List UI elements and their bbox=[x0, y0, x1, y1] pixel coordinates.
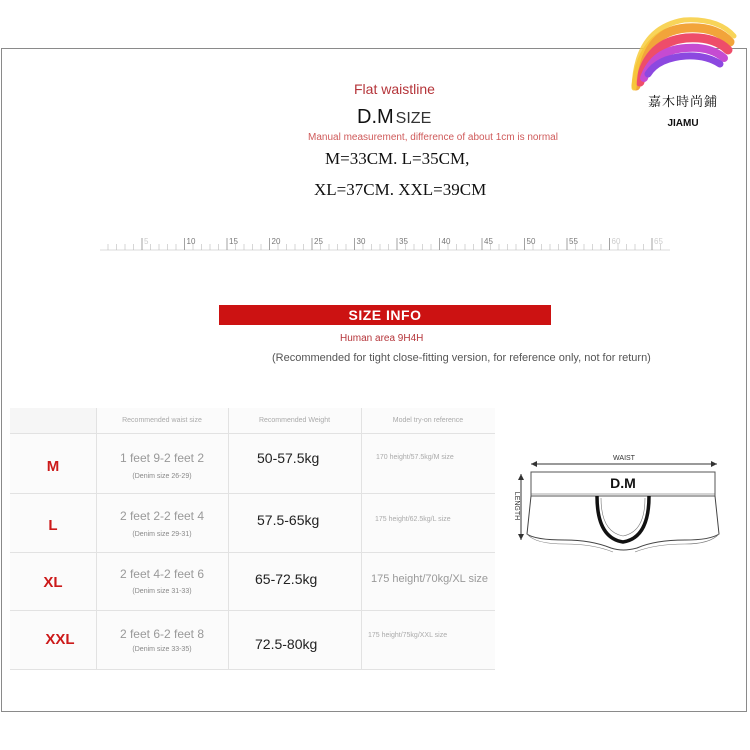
denim-size-l: (Denim size 29-31) bbox=[132, 531, 192, 538]
ruler-label-30: 30 bbox=[356, 237, 366, 246]
brand-english-name: JIAMU bbox=[667, 118, 699, 129]
brand-logo bbox=[628, 8, 738, 133]
denim-size-xxl: (Denim size 33-35) bbox=[132, 646, 192, 653]
ruler-label-15: 15 bbox=[229, 237, 238, 246]
recommendation-note: (Recommended for tight close-fitting version, for reference only, not for return) bbox=[272, 352, 651, 364]
weight-xxl: 72.5-80kg bbox=[255, 636, 318, 652]
brand-chinese-name: 嘉木時尚鋪 bbox=[647, 95, 718, 110]
tryon-m: 170 height/57.5kg/M size bbox=[376, 454, 454, 461]
size-label-l: L bbox=[48, 517, 58, 534]
brand-code: D.M bbox=[357, 106, 394, 128]
ruler-label-50: 50 bbox=[526, 237, 536, 246]
ruler-label-65: 65 bbox=[654, 237, 663, 246]
tryon-xxl: 175 height/75kg/XXL size bbox=[368, 632, 448, 639]
waist-label: WAIST bbox=[613, 455, 635, 462]
waist-size-xl: 2 feet 4-2 feet 6 bbox=[119, 567, 205, 581]
rainbow-logo-icon bbox=[628, 8, 738, 93]
denim-size-xl: (Denim size 31-33) bbox=[132, 588, 192, 595]
measurements-line-1: M=33CM. L=35CM, bbox=[325, 149, 470, 168]
header-spacer bbox=[10, 408, 96, 433]
size-info-banner: SIZE INFO bbox=[219, 305, 551, 325]
human-area-note: Human area 9H4H bbox=[340, 333, 424, 344]
size-table bbox=[10, 408, 495, 670]
tryon-l: 175 height/62.5kg/L size bbox=[375, 516, 451, 523]
size-label-m: M bbox=[46, 458, 60, 475]
waist-size-m: 1 feet 9-2 feet 2 bbox=[119, 451, 205, 465]
header-waist: Recommended waist size bbox=[122, 417, 202, 424]
ruler-label-40: 40 bbox=[441, 237, 451, 246]
diagram-brand-code: D.M bbox=[610, 475, 636, 491]
ruler-label-5: 5 bbox=[144, 237, 149, 246]
size-label-xl: XL bbox=[43, 574, 63, 591]
header-weight: Recommended Weight bbox=[258, 417, 331, 424]
weight-l: 57.5-65kg bbox=[257, 512, 320, 528]
weight-xl: 65-72.5kg bbox=[255, 571, 318, 587]
manual-measurement-note: Manual measurement, difference of about 1cm is normal bbox=[308, 132, 558, 143]
weight-m: 50-57.5kg bbox=[257, 450, 320, 466]
ruler-label-25: 25 bbox=[314, 237, 323, 246]
header-tryon: Model try-on reference bbox=[392, 417, 464, 424]
waist-size-l: 2 feet 2-2 feet 4 bbox=[119, 509, 205, 523]
ruler-label-60: 60 bbox=[611, 237, 621, 246]
size-title bbox=[357, 106, 431, 129]
ruler-label-10: 10 bbox=[186, 237, 196, 246]
ruler-label-35: 35 bbox=[399, 237, 408, 246]
measurements-line-2: XL=37CM. XXL=39CM bbox=[314, 180, 487, 199]
ruler-label-20: 20 bbox=[271, 237, 281, 246]
waistline-title: Flat waistline bbox=[354, 81, 435, 97]
ruler-label-45: 45 bbox=[484, 237, 493, 246]
ruler-label-55: 55 bbox=[569, 237, 578, 246]
measuring-ruler bbox=[100, 232, 670, 254]
size-label-xxl: XXL bbox=[45, 631, 75, 648]
length-label: LENGTH bbox=[513, 491, 520, 521]
tryon-xl: 175 height/70kg/XL size bbox=[371, 573, 489, 585]
denim-size-m: (Denim size 26-29) bbox=[132, 473, 192, 480]
waist-size-xxl: 2 feet 6-2 feet 8 bbox=[119, 627, 205, 641]
underwear-size-diagram bbox=[505, 440, 725, 560]
size-word: SIZE bbox=[395, 110, 432, 127]
